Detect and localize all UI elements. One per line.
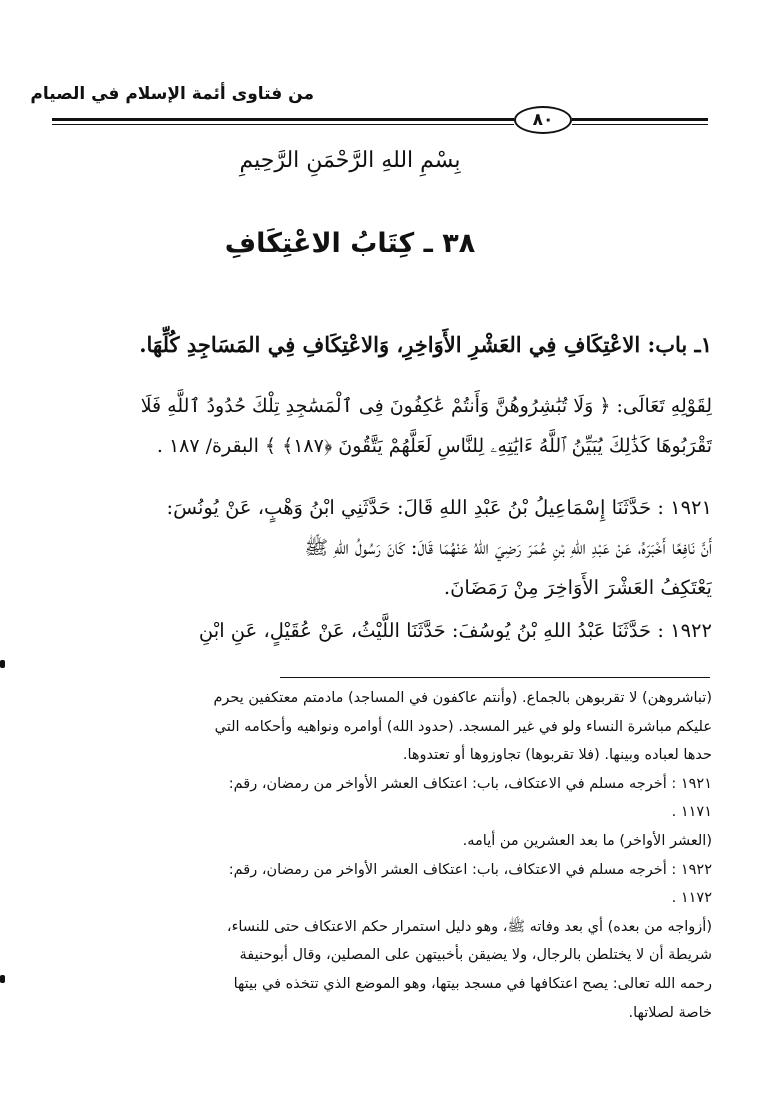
footnote-line: (تباشروهن) لا تقربوهن بالجماع. (وأنتم عاكفون في المساجد) مادمتم معتكفين يحرم <box>213 690 712 706</box>
hadith-1922 <box>52 612 712 650</box>
footnotes <box>44 684 712 1027</box>
bab-heading: ١ـ باب: الاعْتِكَافِ فِي العَشْرِ الأَوَاخِرِ، وَالاعْتِكَافِ فِي المَسَاجِدِ كُلِّهَا. <box>139 332 712 357</box>
footnote-line: حدها لعباده وبينها. (فلا تقربوها) تجاوزوها أو تعتدوها. <box>402 747 712 764</box>
footnote-separator <box>280 677 710 678</box>
footnote-line: ١١٧١ . <box>671 804 712 821</box>
quran-verse <box>52 386 712 466</box>
footnote-line: رحمه الله تعالى: يصح اعتكافها في مسجد بيتها، وهو الموضع الذي تتخذه في بيتها <box>233 975 712 992</box>
verse-line: لِقَوْلِهِ تَعَالَى: ﴿ وَلَا تُبَٰشِرُوهُنَّ وَأَنتُمْ عَٰكِفُونَ فِى ٱلْمَسَٰجِدِ تِلْكَ حُدُودُ ٱللَّهِ فَلَا <box>140 395 712 417</box>
header-rule-left-thin <box>52 124 514 125</box>
footnote-line: ١٩٢٢ : أخرجه مسلم في الاعتكاف، باب: اعتكاف العشر الأواخر من رمضان، رقم: <box>228 861 712 878</box>
footnote-line: شريطة أن لا يختلطن بالرجال، ولا يضيقن بأخبيتهن على المصلين، وقال أبوحنيفة <box>239 947 712 964</box>
hadith-line: ١٩٢٢ : حَدَّثَنَا عَبْدُ اللهِ بْنُ يُوسُفَ: حَدَّثَنَا اللَّيْثُ، عَنْ عُقَيْلٍ، عَنِ ابْنِ <box>198 619 712 642</box>
footnote-line: (العشر الأواخر) ما بعد العشرين من أيامه. <box>462 832 712 849</box>
header-rule-left-thick <box>52 118 514 121</box>
header-rule-right-thick <box>572 118 708 121</box>
header-rule-right-thin <box>572 124 708 125</box>
page-number: ٨٠ <box>514 106 572 134</box>
footnote-line: خاصة لصلاتها. <box>628 1004 712 1021</box>
hadith-line: ١٩٢١ : حَدَّثَنَا إِسْمَاعِيلُ بْنُ عَبْدِ اللهِ قَالَ: حَدَّثَنِي ابْنُ وَهْبٍ، عَنْ يُونُسَ: <box>166 496 712 519</box>
footnote-line: (أزواجه من بعده) أي بعد وفاته ﷺ، وهو دليل استمرار حكم الاعتكاف حتى للنساء، <box>226 918 712 935</box>
verse-line: تَقْرَبُوهَا كَذَٰلِكَ يُبَيِّنُ ٱللَّهُ ءَايَٰتِهِۦ لِلنَّاسِ لَعَلَّهُمْ يَتَّقُونَ ﴿١٨٧﴾ ﴾ البقرة/ ١٨٧ . <box>156 435 712 457</box>
hadith-line: يَعْتَكِفُ العَشْرَ الأَوَاخِرَ مِنْ رَمَضَانَ. <box>443 576 712 599</box>
hadith-1921 <box>52 488 712 608</box>
footnote-line: ١١٧٢ . <box>671 890 712 907</box>
scan-edge-mark <box>0 660 5 668</box>
scan-edge-mark <box>0 975 5 983</box>
footnote-line: ١٩٢١ : أخرجه مسلم في الاعتكاف، باب: اعتكاف العشر الأواخر من رمضان، رقم: <box>228 775 712 792</box>
footnote-line: عليكم مباشرة النساء ولو في غير المسجد. (حدود الله) أوامره ونواهيه وأحكامه التي <box>214 718 712 735</box>
basmala: بِسْمِ اللهِ الرَّحْمَنِ الرَّحِيمِ <box>239 148 461 173</box>
chapter-title: ٣٨ ـ كِتَابُ الاعْتِكَافِ <box>224 228 476 259</box>
running-title: من فتاوى أئمة الإسلام في الصيام <box>30 84 314 104</box>
hadith-line: أَنَّ نَافِعًا أَخْبَرَهُ، عَنْ عَبْدِ اللهِ بْنِ عُمَرَ رَضِيَ اللهُ عَنْهُمَا قَالَ: كَانَ رَسُولُ اللهِ ﷺ <box>304 536 712 559</box>
